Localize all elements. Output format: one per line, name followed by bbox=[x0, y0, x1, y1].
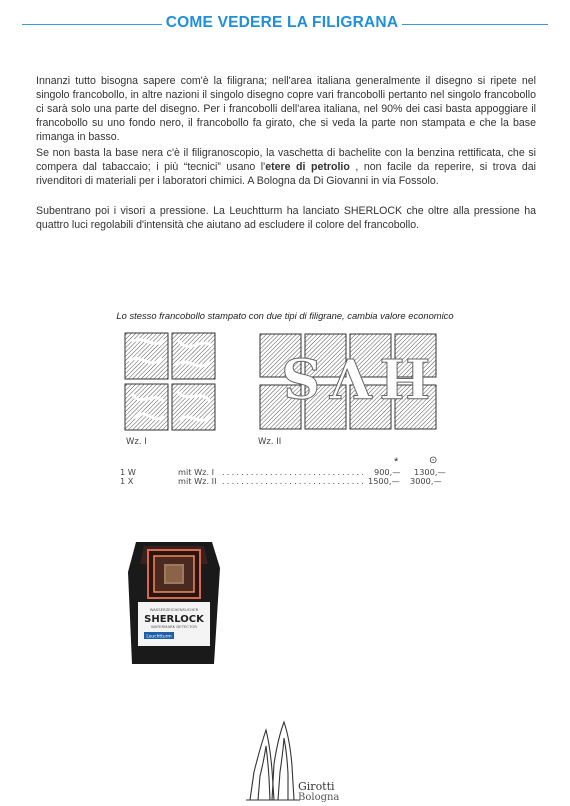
catalog-row-number: 1 W bbox=[120, 467, 136, 477]
title-bar bbox=[0, 14, 570, 34]
logo-city: Bologna bbox=[298, 792, 340, 803]
paragraph-intro: Innanzi tutto bisogna sapere com'è la filigrana; nell'area italiana generalmente il disegno si ripete nel singolo francobollo, in altre nazioni il singolo disegno copre vari francobolli pertanto nel singolo francobollo ci sarà solo una parte del disegno. Per i francobolli dell'area italiana, nel 90% dei casi basta appoggiare il francobollo su uno fondo nero, il francobollo fa girato, che si veda la parte non stampata e che la base rimanga in basso. bbox=[36, 75, 536, 143]
used-symbol: ⊙ bbox=[429, 455, 438, 466]
girotti-bologna-logo bbox=[238, 716, 358, 804]
mint-symbol: * bbox=[394, 456, 399, 468]
wz2-letter-3: H bbox=[379, 346, 431, 410]
title-rule-left bbox=[22, 24, 162, 25]
device-line1: WASSERZEICHENSUCHER bbox=[149, 607, 199, 612]
catalog-row-value-mint: 900,— bbox=[374, 467, 401, 477]
device-line2: WATERMARK DETECTOR bbox=[150, 624, 198, 629]
catalog-row-dots: . . . . . . . . . . . . . . . . . . . . . . . . . . . . . . bbox=[222, 467, 364, 477]
catalog-row-value-used: 3000,— bbox=[410, 476, 442, 486]
paragraph-filigranoscope bbox=[36, 146, 536, 188]
device-maker: Leuchtturm bbox=[146, 634, 172, 640]
wz2-label: Wz. II bbox=[258, 437, 282, 447]
wz2-letter-1: S bbox=[281, 346, 321, 410]
page-title: COME VEDERE LA FILIGRANA bbox=[165, 14, 399, 31]
catalog-row-type: mit Wz. I bbox=[178, 467, 215, 477]
title-rule-right bbox=[402, 24, 548, 25]
catalog-row-value-mint: 1500,— bbox=[368, 476, 400, 486]
catalog-row-value-used: 1300,— bbox=[414, 467, 446, 477]
figure-caption: Lo stesso francobollo stampato con due tipi di filigrane, cambia valore economico bbox=[116, 310, 454, 321]
watermark-wz2-figure bbox=[259, 333, 439, 431]
p2-text-a: Se non basta la base nera c'è il filigranoscopio, la vaschetta di bachelite con la benzina rettificata, che si compera dal tabaccaio; i più “tecnici” usano l' bbox=[36, 147, 536, 173]
p2-text-b: , non facile da reperire, si trova dai rivenditori di materiali per i laboratori chimici. A Bologna da Di Giovanni in via Fossolo. bbox=[36, 161, 537, 187]
catalog-row-type: mit Wz. II bbox=[178, 476, 217, 486]
wz1-label: Wz. I bbox=[126, 437, 147, 447]
paragraph-viewers: Subentrano poi i visori a pressione. La Leuchtturm ha lanciato SHERLOCK che oltre alla pressione ha quattro luci regolabili d'intensità che aiutano ad escludere il colore del francobollo. bbox=[36, 205, 536, 231]
sherlock-device-image bbox=[122, 538, 224, 672]
catalog-row-number: 1 X bbox=[120, 476, 134, 486]
watermark-wz1-figure bbox=[124, 332, 216, 432]
catalog-row-dots: . . . . . . . . . . . . . . . . . . . . . . . . . . . . . . bbox=[222, 476, 364, 486]
device-brand: SHERLOCK bbox=[144, 614, 204, 625]
p2-bold: etere di petrolio bbox=[265, 161, 350, 173]
logo-name: Girotti bbox=[298, 780, 335, 793]
wz2-letter-2: V bbox=[330, 346, 372, 410]
